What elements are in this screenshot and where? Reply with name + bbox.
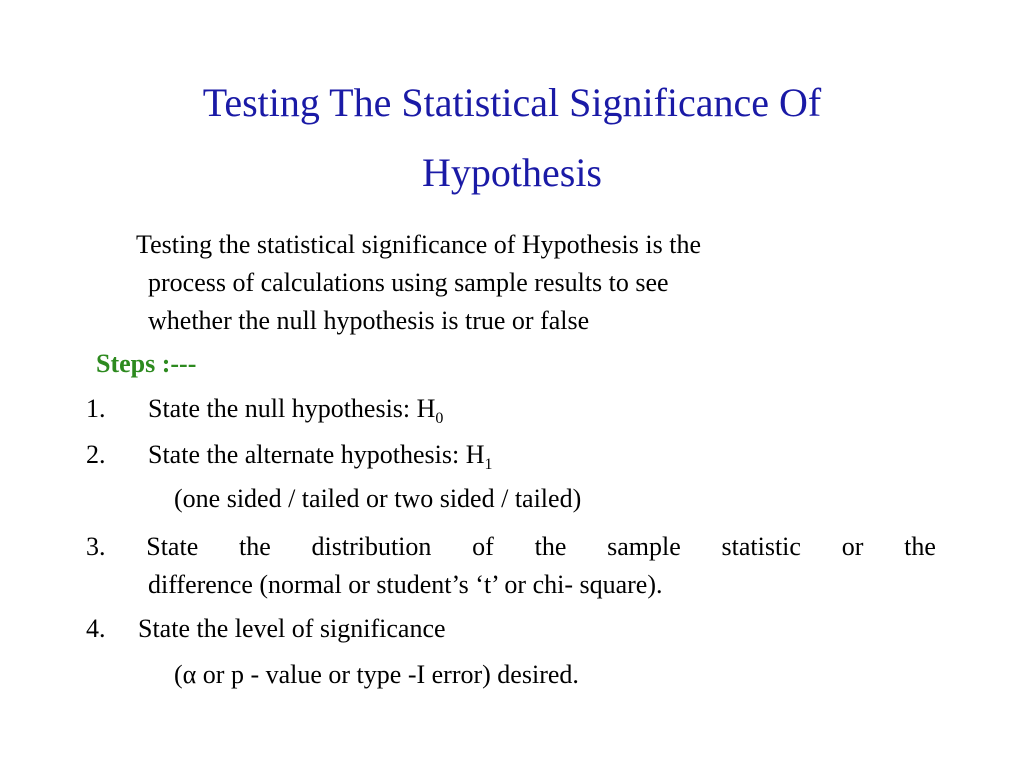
step-word: of — [472, 532, 494, 561]
step-word: distribution — [311, 532, 432, 561]
step-word: or — [841, 532, 864, 561]
step-subscript: 0 — [435, 410, 444, 427]
step-number: 1. — [86, 394, 106, 423]
step-3-first-line — [86, 528, 936, 566]
step-4-note: (α or p - value or type -I error) desired. — [174, 660, 579, 689]
step-text: State the null hypothesis: H — [148, 394, 436, 423]
title-line-1: Testing The Statistical Significance Of — [202, 80, 822, 125]
step-word: sample — [607, 532, 681, 561]
step-3 — [86, 528, 936, 604]
step-text: State the alternate hypothesis: H — [148, 440, 485, 469]
step-3-continuation: difference (normal or student’s ‘t’ or chi- square). — [148, 570, 663, 599]
title-line-2: Hypothesis — [422, 150, 602, 195]
step-word: the — [534, 532, 567, 561]
step-number: 4. — [86, 614, 106, 643]
intro-line-2: process of calculations using sample results to see — [148, 268, 669, 297]
intro-line-3: whether the null hypothesis is true or false — [148, 306, 590, 335]
step-word: statistic — [721, 532, 801, 561]
steps-heading: Steps :--- — [96, 349, 197, 378]
step-number: 2. — [86, 440, 106, 469]
step-1 — [86, 390, 936, 428]
step-word: State — [146, 532, 199, 561]
step-4 — [86, 610, 936, 648]
intro-line-1: Testing the statistical significance of Hypothesis is the — [136, 230, 702, 259]
step-subscript: 1 — [484, 456, 493, 473]
step-number: 3. — [86, 532, 106, 561]
intro-paragraph — [136, 226, 936, 340]
step-2-note: (one sided / tailed or two sided / tailed) — [174, 484, 582, 513]
step-word: the — [904, 532, 936, 561]
step-word: the — [239, 532, 271, 561]
step-text: State the level of significance — [138, 614, 446, 643]
step-2 — [86, 436, 936, 474]
